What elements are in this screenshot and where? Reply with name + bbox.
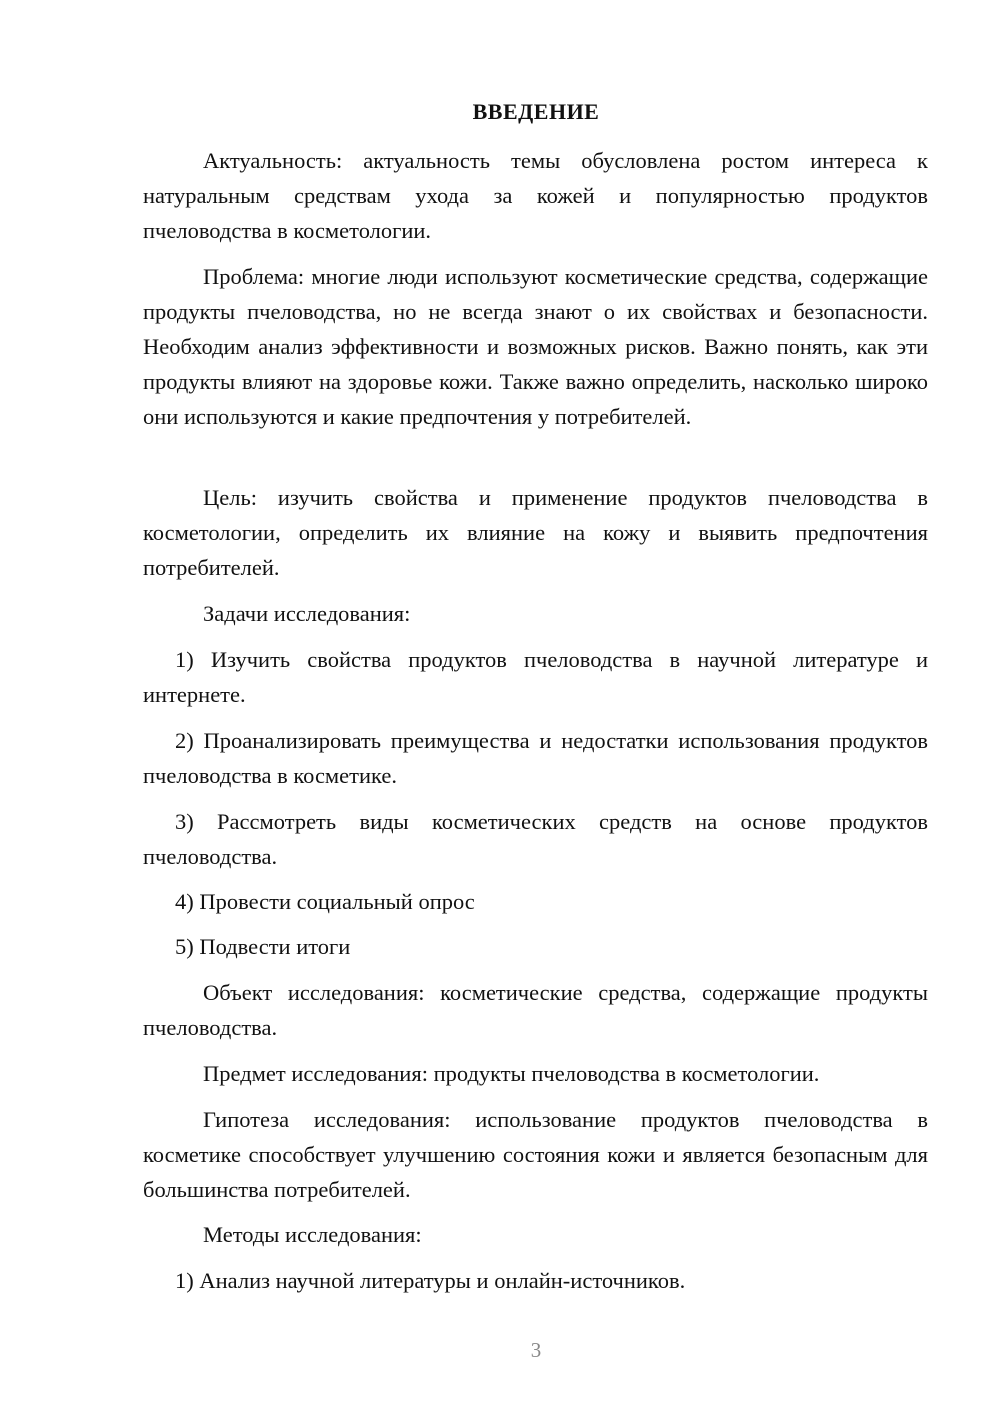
paragraph-subject: Предмет исследования: продукты пчеловодства в косметологии. xyxy=(203,1061,820,1086)
list-item: 4) Провести социальный опрос xyxy=(175,889,475,914)
paragraph-problem: Проблема: многие люди используют косметические средства, содержащие продукты пчеловодства, но не всегда знают о их свойствах и безопасности. Необходим анализ эффективности и возможных рисков. Важно понять, как эти продукты влияют на здоровье кожи. Также важно определить, насколько широко они используются и какие предпочтения у потребителей. xyxy=(143,264,928,429)
tasks-title: Задачи исследования: xyxy=(203,601,411,626)
list-item: 1) Анализ научной литературы и онлайн-источников. xyxy=(175,1268,686,1293)
paragraph-goal: Цель: изучить свойства и применение продуктов пчеловодства в косметологии, определить их влияние на кожу и выявить предпочтения потребителей. xyxy=(143,485,928,580)
paragraph-relevance: Актуальность: актуальность темы обусловлена ростом интереса к натуральным средствам ухода за кожей и популярностью продуктов пчеловодства в косметологии. xyxy=(143,148,928,243)
page-number: 3 xyxy=(530,1338,542,1362)
methods-title: Методы исследования: xyxy=(203,1222,422,1247)
paragraph-hypothesis: Гипотеза исследования: использование продуктов пчеловодства в косметике способствует улучшению состояния кожи и является безопасным для большинства потребителей. xyxy=(143,1107,928,1202)
page-title: ВВЕДЕНИЕ xyxy=(472,99,600,124)
paragraph-object: Объект исследования: косметические средства, содержащие продукты пчеловодства. xyxy=(143,980,928,1040)
list-item: 2) Проанализировать преимущества и недостатки использования продуктов пчеловодства в косметике. xyxy=(143,728,928,788)
list-item: 1) Изучить свойства продуктов пчеловодства в научной литературе и интернете. xyxy=(143,647,928,707)
list-item: 3) Рассмотреть виды косметических средств на основе продуктов пчеловодства. xyxy=(143,809,928,869)
list-item: 5) Подвести итоги xyxy=(175,934,351,959)
